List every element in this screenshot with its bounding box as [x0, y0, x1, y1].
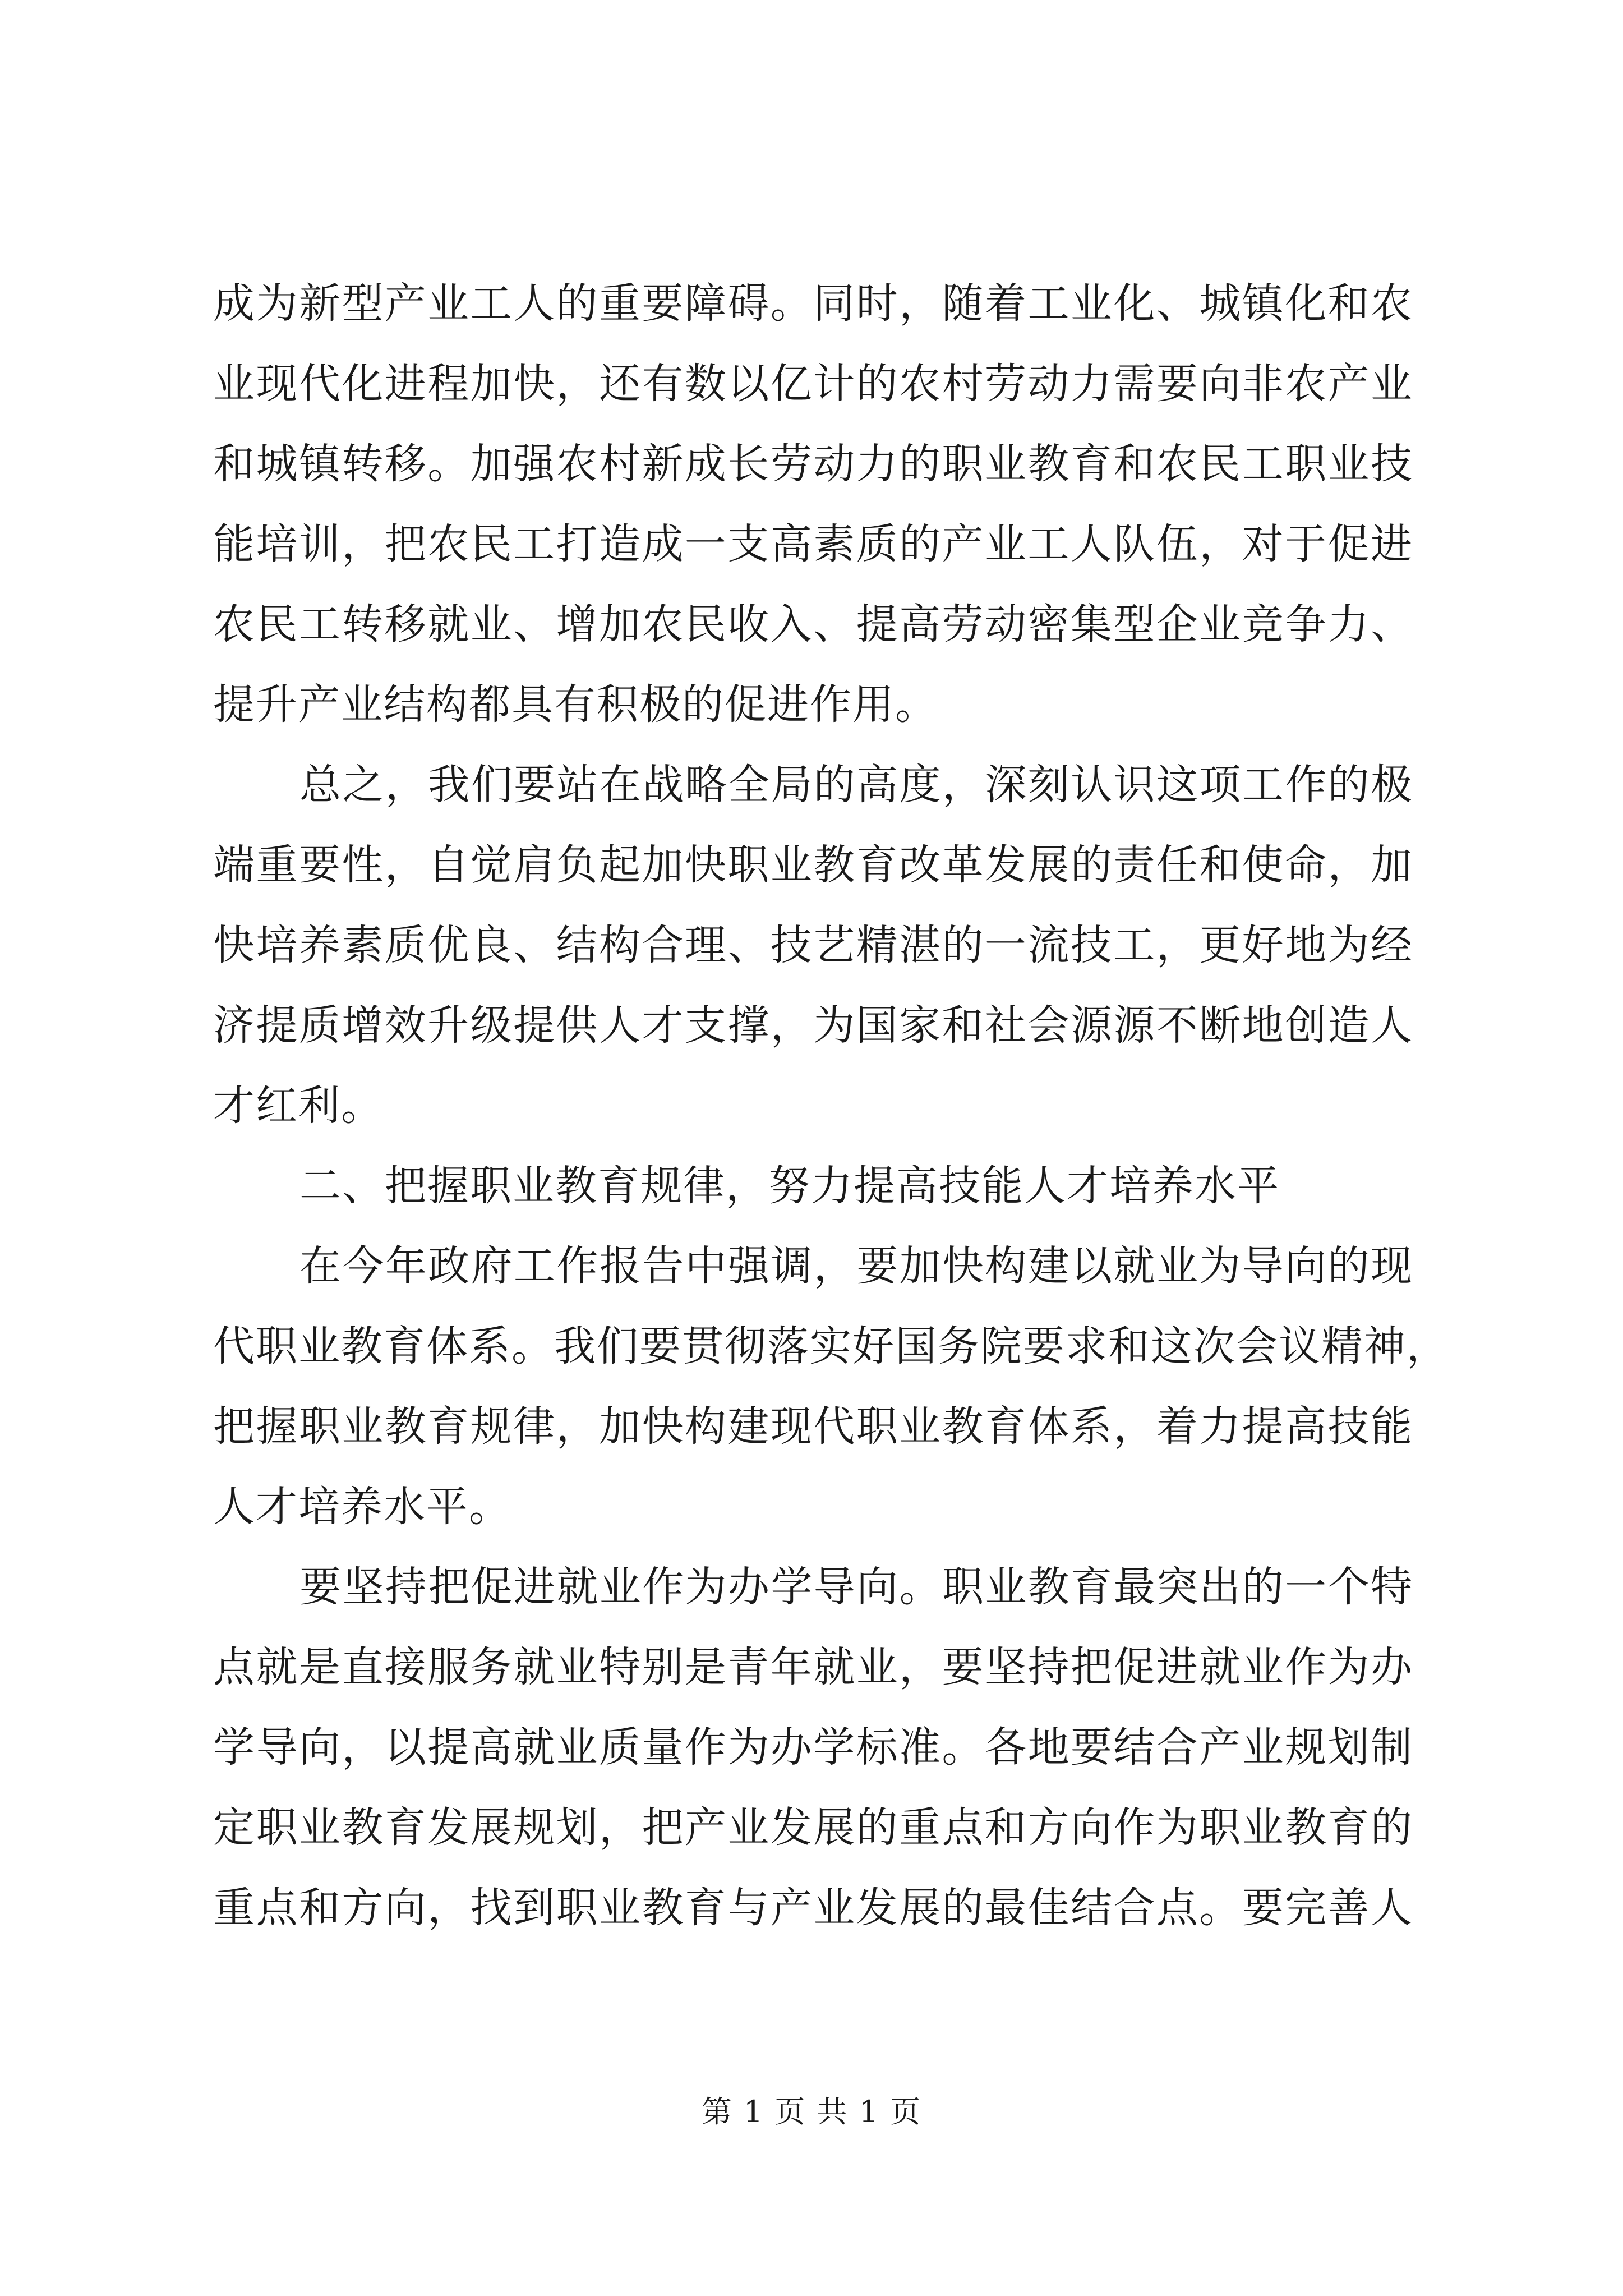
- text-line: 学导向，以提高就业质量作为办学标准。各地要结合产业规划制: [213, 1723, 1413, 1772]
- text-line: 人才培养水平。: [213, 1483, 511, 1531]
- page-footer: 第 1 页 共 1 页: [701, 2094, 922, 2129]
- text-line: 能培训，把农民工打造成一支高素质的产业工人队伍，对于促进: [213, 520, 1413, 568]
- text-line: 业现代化进程加快，还有数以亿计的农村劳动力需要向非农产业: [213, 360, 1413, 408]
- section-heading: 二、把握职业教育规律，努力提高技能人才培养水平: [299, 1162, 1280, 1210]
- text-line: 代职业教育体系。我们要贯彻落实好国务院要求和这次会议精神，: [213, 1322, 1449, 1370]
- text-line: 点就是直接服务就业特别是青年就业，要坚持把促进就业作为办: [213, 1643, 1413, 1691]
- text-line: 才红利。: [213, 1082, 384, 1130]
- text-line: 和城镇转移。加强农村新成长劳动力的职业教育和农民工职业技: [213, 440, 1413, 488]
- text-line: 把握职业教育规律，加快构建现代职业教育体系，着力提高技能: [213, 1402, 1413, 1451]
- text-line: 农民工转移就业、增加农民收入、提高劳动密集型企业竞争力、: [213, 600, 1413, 648]
- text-line: 定职业教育发展规划，把产业发展的重点和方向作为职业教育的: [213, 1803, 1413, 1852]
- text-line: 重点和方向，找到职业教育与产业发展的最佳结合点。要完善人: [213, 1884, 1413, 1932]
- text-line: 总之，我们要站在战略全局的高度，深刻认识这项工作的极: [299, 761, 1413, 809]
- text-line: 要坚持把促进就业作为办学导向。职业教育最突出的一个特: [299, 1563, 1413, 1611]
- text-line: 端重要性，自觉肩负起加快职业教育改革发展的责任和使命，加: [213, 841, 1413, 889]
- body-text: [213, 264, 1449, 1948]
- text-line: 济提质增效升级提供人才支撑，为国家和社会源源不断地创造人: [213, 1001, 1413, 1050]
- text-line: 快培养素质优良、结构合理、技艺精湛的一流技工，更好地为经: [213, 921, 1413, 969]
- text-line: 在今年政府工作报告中强调，要加快构建以就业为导向的现: [299, 1242, 1413, 1290]
- text-line: 成为新型产业工人的重要障碍。同时，随着工业化、城镇化和农: [213, 279, 1413, 328]
- text-line: 提升产业结构都具有积极的促进作用。: [213, 680, 938, 729]
